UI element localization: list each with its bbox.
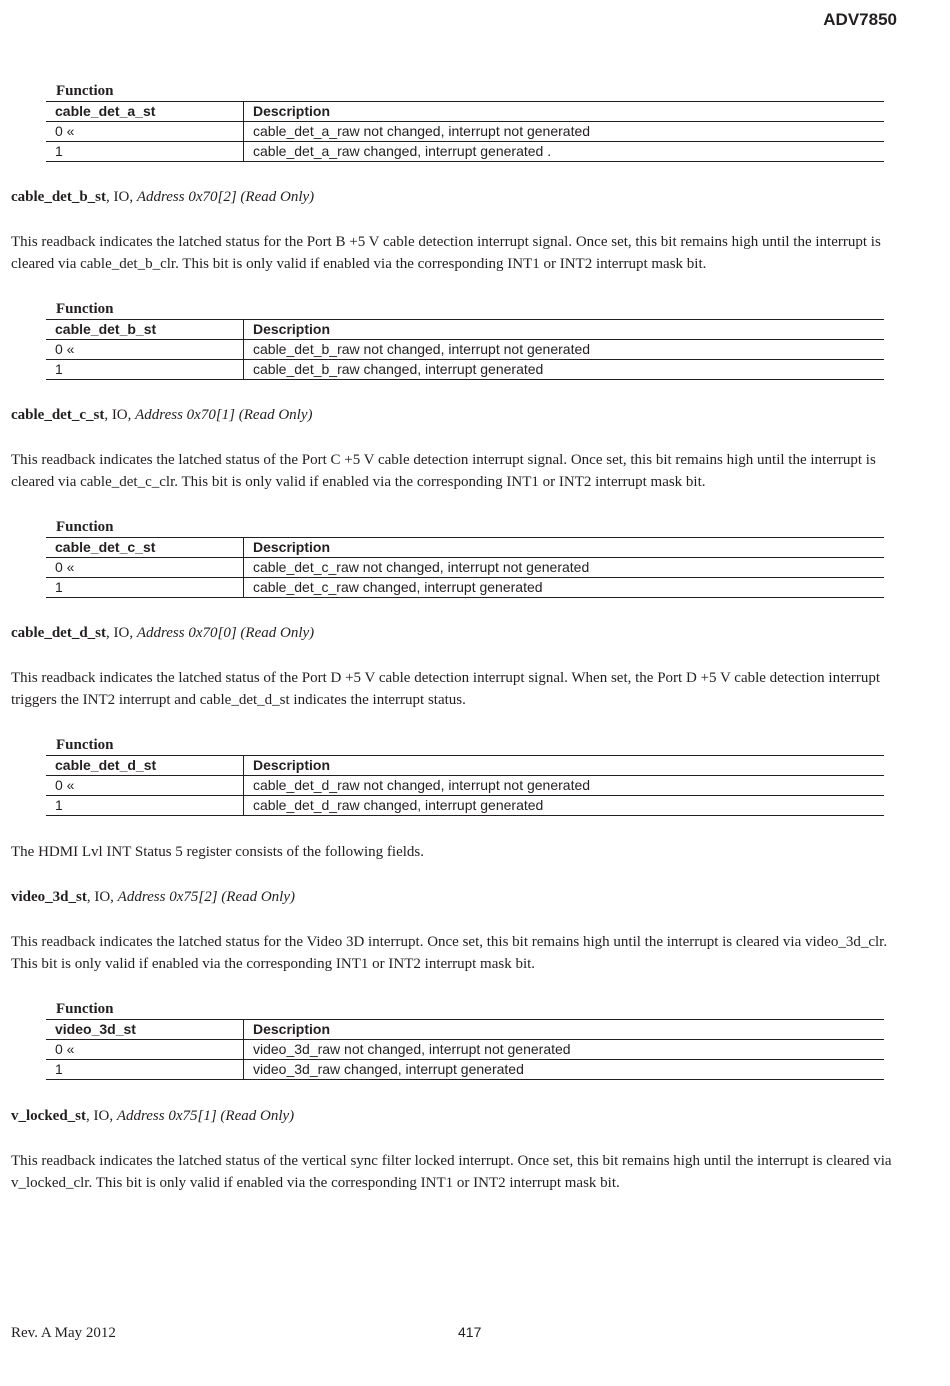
function-table <box>46 101 884 162</box>
register-description-cable-det-c-st: This readback indicates the latched status of the Port C +5 V cable detection interrupt signal. Once set, this bit remains high until the interrupt is cleared via cable_det_c_clr. This bit is only valid if enabled via the corresponding INT1 or INT2 interrupt mask bit. <box>11 452 876 490</box>
register-title-v-locked-st <box>11 1106 294 1126</box>
register-type: , IO, <box>104 407 136 423</box>
cell-value: 0 « <box>46 122 244 142</box>
register-title-cable-det-b-st <box>11 187 314 207</box>
table-row <box>46 796 884 816</box>
function-label: Function <box>56 1001 114 1017</box>
footer-revision: Rev. A May 2012 <box>11 1325 116 1341</box>
function-table-cable-det-c-st <box>46 517 884 598</box>
register-type: , IO, <box>86 1108 117 1124</box>
cell-value: 1 <box>46 142 244 162</box>
column-header-field: cable_det_c_st <box>46 538 244 558</box>
register-address: Address 0x70[1] (Read Only) <box>135 407 313 423</box>
cell-description: cable_det_d_raw changed, interrupt generated <box>244 796 885 816</box>
register-address: Address 0x75[2] (Read Only) <box>117 889 295 905</box>
table-row <box>46 776 884 796</box>
table-row <box>46 122 884 142</box>
register-description-video-3d-st: This readback indicates the latched status for the Video 3D interrupt. Once set, this bit remains high until the interrupt is cleared via video_3d_clr. This bit is only valid if enabled via the corresponding INT1 or INT2 interrupt mask bit. <box>11 934 888 972</box>
function-table <box>46 537 884 598</box>
function-table-video-3d-st <box>46 999 884 1080</box>
column-header-description: Description <box>244 102 885 122</box>
cell-value: 1 <box>46 578 244 598</box>
register-description-cable-det-b-st: This readback indicates the latched status for the Port B +5 V cable detection interrupt signal. Once set, this bit remains high until the interrupt is cleared via cable_det_b_clr. This bit is only valid if enabled via the corresponding INT1 or INT2 interrupt mask bit. <box>11 234 881 272</box>
cell-value: 0 « <box>46 340 244 360</box>
cell-description: cable_det_a_raw changed, interrupt generated . <box>244 142 885 162</box>
table-header-row <box>46 102 884 122</box>
function-table-cable-det-b-st <box>46 299 884 380</box>
register-description-cable-det-d-st: This readback indicates the latched status of the Port D +5 V cable detection interrupt signal. When set, the Port D +5 V cable detection interrupt triggers the INT2 interrupt and cable_det_d_st indicates the interrupt status. <box>11 670 881 708</box>
register-description-v-locked-st: This readback indicates the latched status of the vertical sync filter locked interrupt. Once set, this bit remains high until the interrupt is cleared via v_locked_clr. This bit is only valid if enabled via the corresponding INT1 or INT2 interrupt mask bit. <box>11 1153 892 1191</box>
table-header-row <box>46 1020 884 1040</box>
cell-description: video_3d_raw not changed, interrupt not generated <box>244 1040 885 1060</box>
cell-description: cable_det_b_raw changed, interrupt generated <box>244 360 885 380</box>
register-name: video_3d_st <box>11 889 87 905</box>
table-row <box>46 1040 884 1060</box>
cell-value: 1 <box>46 796 244 816</box>
table-row <box>46 1060 884 1080</box>
register-address: Address 0x70[2] (Read Only) <box>136 189 315 205</box>
table-row <box>46 340 884 360</box>
cell-description: cable_det_d_raw not changed, interrupt not generated <box>244 776 885 796</box>
cell-description: cable_det_c_raw changed, interrupt generated <box>244 578 885 598</box>
register-name: cable_det_d_st <box>11 625 106 641</box>
column-header-description: Description <box>244 538 885 558</box>
cell-value: 0 « <box>46 1040 244 1060</box>
function-table-cable-det-a-st <box>46 81 884 162</box>
cell-value: 0 « <box>46 776 244 796</box>
register-name: cable_det_b_st <box>11 189 106 205</box>
column-header-field: cable_det_b_st <box>46 320 244 340</box>
column-header-field: cable_det_d_st <box>46 756 244 776</box>
function-table <box>46 755 884 816</box>
register-title-video-3d-st <box>11 887 295 907</box>
cell-description: cable_det_b_raw not changed, interrupt not generated <box>244 340 885 360</box>
cell-description: cable_det_c_raw not changed, interrupt not generated <box>244 558 885 578</box>
register-title-cable-det-c-st <box>11 405 312 425</box>
table-row <box>46 142 884 162</box>
table-header-row <box>46 320 884 340</box>
register-address: Address 0x70[0] (Read Only) <box>136 625 315 641</box>
footer-page-number: 417 <box>458 1324 482 1340</box>
function-label: Function <box>56 83 114 99</box>
document-part-number: ADV7850 <box>823 10 897 29</box>
cell-value: 0 « <box>46 558 244 578</box>
cell-value: 1 <box>46 360 244 380</box>
register-type: , IO, <box>86 889 118 905</box>
table-header-row <box>46 538 884 558</box>
register-title-cable-det-d-st <box>11 623 314 643</box>
function-table <box>46 1019 884 1080</box>
register-name: v_locked_st <box>11 1108 86 1124</box>
column-header-description: Description <box>244 320 885 340</box>
table-row <box>46 578 884 598</box>
column-header-field: cable_det_a_st <box>46 102 244 122</box>
function-label: Function <box>56 519 114 535</box>
register-type: , IO, <box>106 189 137 205</box>
table-row <box>46 360 884 380</box>
function-label: Function <box>56 301 114 317</box>
function-label: Function <box>56 737 114 753</box>
function-table-cable-det-d-st <box>46 735 884 816</box>
table-header-row <box>46 756 884 776</box>
column-header-description: Description <box>244 756 885 776</box>
cell-description: cable_det_a_raw not changed, interrupt not generated <box>244 122 885 142</box>
table-row <box>46 558 884 578</box>
cell-value: 1 <box>46 1060 244 1080</box>
column-header-field: video_3d_st <box>46 1020 244 1040</box>
column-header-description: Description <box>244 1020 885 1040</box>
section-intro: The HDMI Lvl INT Status 5 register consists of the following fields. <box>11 844 424 860</box>
register-name: cable_det_c_st <box>11 407 105 423</box>
register-address: Address 0x75[1] (Read Only) <box>116 1108 295 1124</box>
cell-description: video_3d_raw changed, interrupt generated <box>244 1060 885 1080</box>
function-table <box>46 319 884 380</box>
register-type: , IO, <box>106 625 137 641</box>
